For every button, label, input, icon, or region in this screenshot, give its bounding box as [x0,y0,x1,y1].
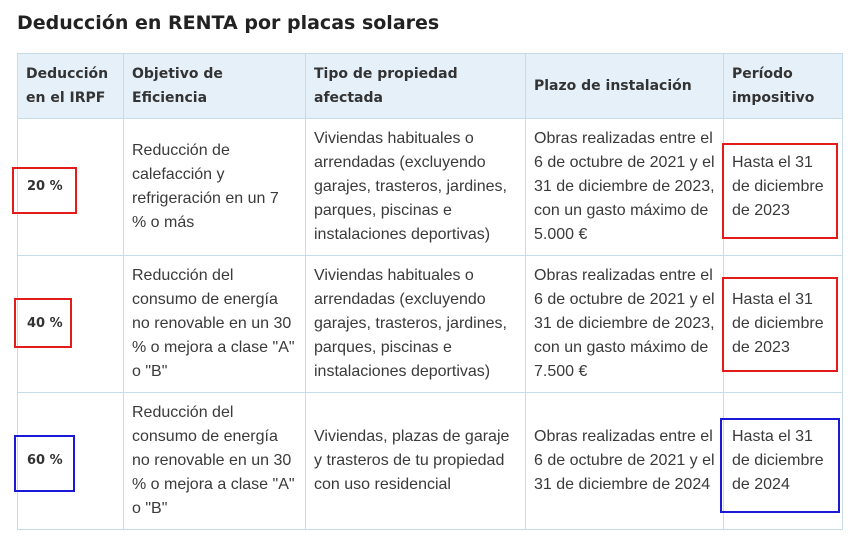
cell-deduccion [18,119,124,256]
deductions-table [17,53,843,530]
cell-objetivo: Reducción del consumo de energía no renovable en un 30 % o mejora a clase "A" o "B" [124,393,306,530]
header-periodo: Período impositivo [724,54,843,119]
cell-periodo: Hasta el 31 de diciembre de 2023 [724,119,843,256]
cell-objetivo: Reducción del consumo de energía no renovable en un 30 % o mejora a clase "A" o "B" [124,256,306,393]
cell-plazo: Obras realizadas entre el 6 de octubre de 2021 y el 31 de diciembre de 2024 [526,393,724,530]
table-row [18,256,843,393]
cell-deduccion [18,393,124,530]
cell-tipo: Viviendas, plazas de garaje y trasteros de tu propiedad con uso residencial [306,393,526,530]
header-plazo: Plazo de instalación [526,54,724,119]
header-tipo-propiedad: Tipo de propiedad afectada [306,54,526,119]
deduction-percent: 40 % [27,316,63,331]
header-objetivo: Objetivo de Eficiencia [124,54,306,119]
table-row [18,119,843,256]
deduction-percent: 20 % [27,179,63,194]
table-row [18,393,843,530]
cell-plazo: Obras realizadas entre el 6 de octubre de 2021 y el 31 de diciembre de 2023, con un gasto máximo de 7.500 € [526,256,724,393]
cell-tipo: Viviendas habituales o arrendadas (excluyendo garajes, trasteros, jardines, parques, piscinas e instalaciones deportivas) [306,256,526,393]
deduction-percent: 60 % [27,453,63,468]
cell-plazo: Obras realizadas entre el 6 de octubre de 2021 y el 31 de diciembre de 2023, con un gasto máximo de 5.000 € [526,119,724,256]
cell-periodo: Hasta el 31 de diciembre de 2023 [724,256,843,393]
cell-objetivo: Reducción de calefacción y refrigeración en un 7 % o más [124,119,306,256]
cell-tipo: Viviendas habituales o arrendadas (excluyendo garajes, trasteros, jardines, parques, piscinas e instalaciones deportivas) [306,119,526,256]
page-title: Deducción en RENTA por placas solares [17,12,440,34]
header-deduccion: Deducción en el IRPF [18,54,124,119]
cell-periodo: Hasta el 31 de diciembre de 2024 [724,393,843,530]
cell-deduccion [18,256,124,393]
table-header-row [18,54,843,119]
